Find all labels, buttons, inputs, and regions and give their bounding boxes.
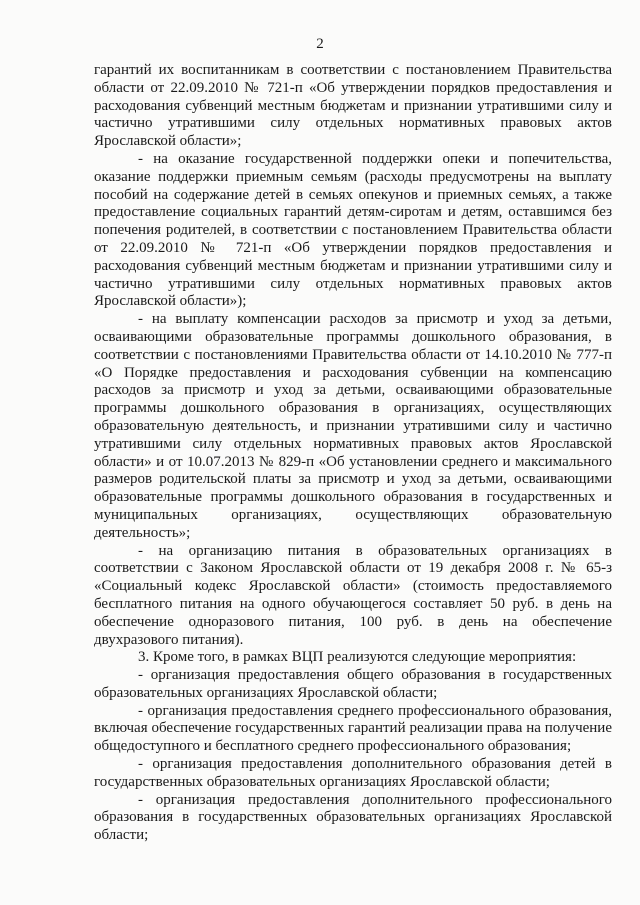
paragraph-section-3-intro: 3. Кроме того, в рамках ВЦП реализуются следующие мероприятия: bbox=[138, 649, 577, 666]
paragraph-general-education: - организация предоставления общего образования в государственных образовательных организациях Ярославской области; bbox=[94, 667, 612, 701]
paragraph-vocational-education: - организация предоставления среднего профессионального образования, включая обеспечение государственных гарантий реализации права на получение общедоступного и бесплатного среднего профессионального образования; bbox=[94, 702, 612, 755]
paragraph-childcare-compensation: - на выплату компенсации расходов за присмотр и уход за детьми, осваивающими образовательные программы дошкольного образования, в соответствии с постановлениями Правительства области от 14.10.2010 № 777-п «О Порядке предоставления и расходования субвенции на компенсацию расходов за присмотр и уход за детьми, осваивающими образовательные программы дошкольного образования в организациях, осуществляющих образовательную деятельность, и признании утратившими силу и частично утратившими силу отдельных нормативных правовых актов Ярославской области» и от 10.07.2013 № 829-п «Об установлении среднего и максимального размеров родительской платы за присмотр и уход за детьми, осваивающими образовательные программы дошкольного образования в государственных и муниципальных организациях, осуществляющих образовательную деятельность»; bbox=[94, 311, 612, 541]
paragraph-additional-professional-education: - организация предоставления дополнительного профессионального образования в государственных образовательных организациях Ярославской области; bbox=[94, 791, 612, 844]
page-number: 2 bbox=[316, 36, 324, 52]
document-body bbox=[94, 62, 612, 845]
paragraph-guardianship-support: - на оказание государственной поддержки опеки и попечительства, оказание поддержки приемным семьям (расходы предусмотрены на выплату пособий на содержание детей в семьях опекунов и приемных семьях, а также предоставление социальных гарантий детям-сиротам и детям, оставшимся без попечения родителей, в соответствии с постановлением Правительства области от 22.09.2010 № 721-п «Об утверждении порядков предоставления и расходования субвенций местным бюджетам и признании утратившими силу и частично утратившими силу отдельных нормативных правовых актов Ярославской области»); bbox=[94, 150, 612, 310]
paragraph-additional-child-education: - организация предоставления дополнительного образования детей в государственных образовательных организациях Ярославской области; bbox=[94, 756, 612, 790]
paragraph-continuation: гарантий их воспитанникам в соответствии с постановлением Правительства области от 22.09.2010 № 721-п «Об утверждении порядков предоставления и расходования субвенций местным бюджетам и признании утратившими силу и частично утратившими силу отдельных нормативных правовых актов Ярославской области»; bbox=[94, 62, 612, 150]
paragraph-school-meals: - на организацию питания в образовательных организациях в соответствии с Законом Ярославской области от 19 декабря 2008 г. № 65-з «Социальный кодекс Ярославской области» (стоимость предоставляемого бесплатного питания на одного обучающегося составляет 50 руб. в день на обеспечение одноразового питания, 100 руб. в день на обеспечение двухразового питания). bbox=[94, 542, 612, 648]
